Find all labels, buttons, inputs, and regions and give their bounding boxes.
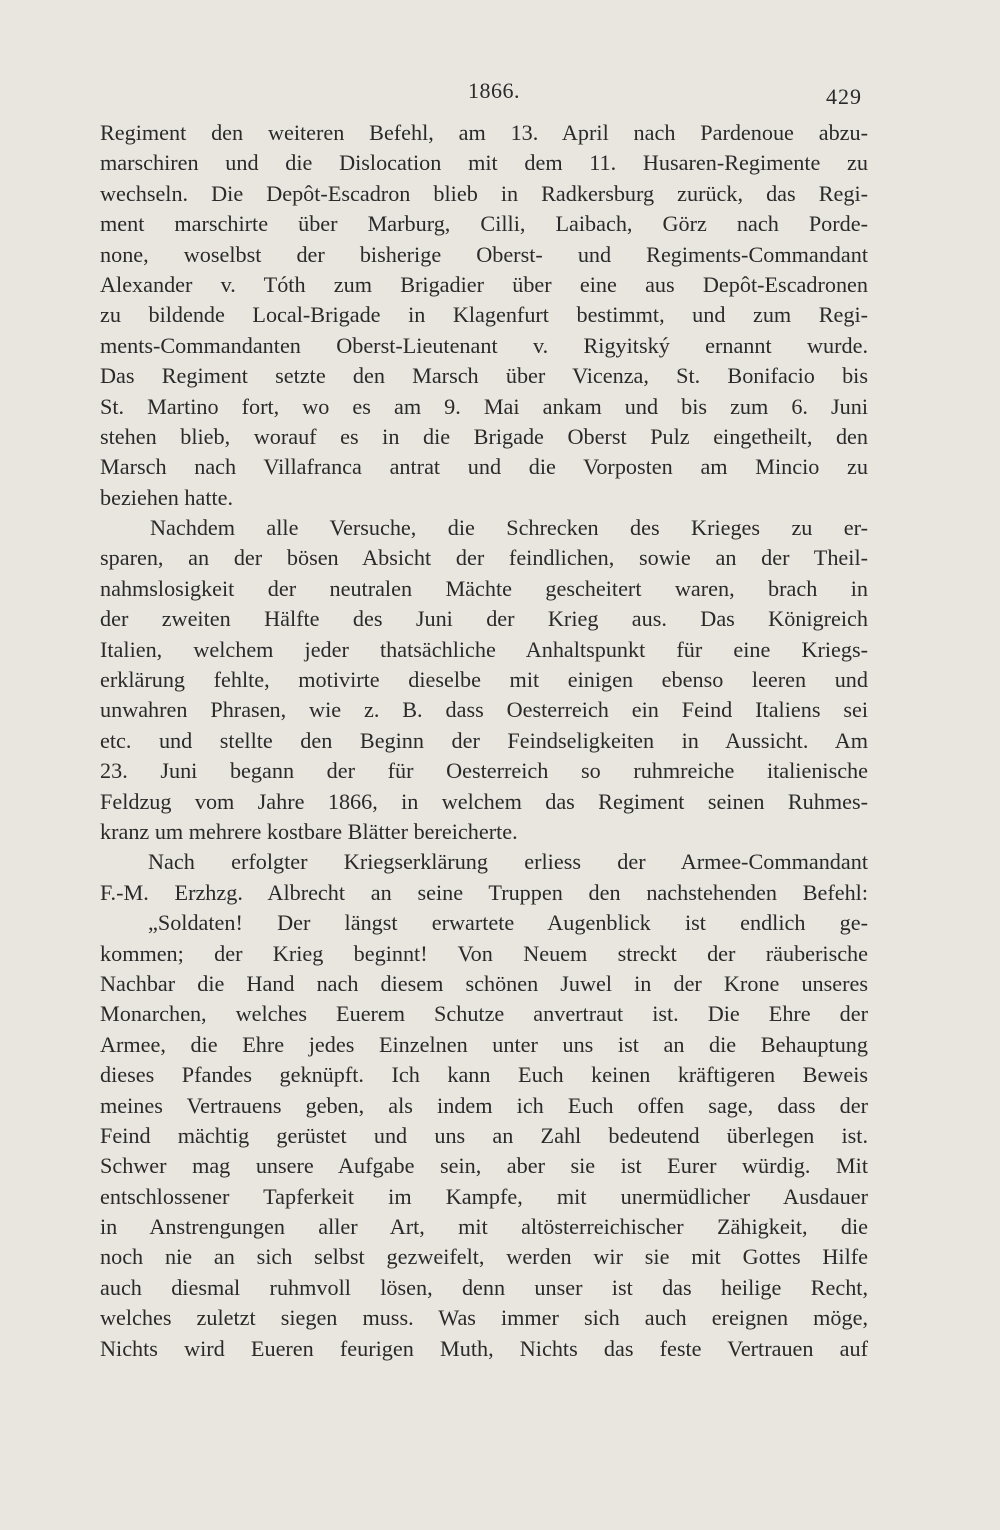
text-line: Armee, die Ehre jedes Einzelnen unter uns ist an die Behauptung	[100, 1031, 868, 1057]
text-line: stehen blieb, worauf es in die Brigade Oberst Pulz eingetheilt, den	[100, 423, 868, 449]
text-line: Nichts wird Eueren feurigen Muth, Nichts das feste Vertrauen auf	[100, 1335, 868, 1361]
text-line: Italien, welchem jeder thatsächliche Anhaltspunkt für eine Kriegs-	[100, 636, 868, 662]
text-line: Feldzug vom Jahre 1866, in welchem das Regiment seinen Ruhmes-	[100, 788, 868, 814]
text-line: auch diesmal ruhmvoll lösen, denn unser ist das heilige Recht,	[100, 1274, 868, 1300]
page-header	[0, 72, 1000, 112]
text-line: ments-Commandanten Oberst-Lieutenant v. Rigyitský ernannt wurde.	[100, 332, 868, 358]
text-line: der zweiten Hälfte des Juni der Krieg aus. Das Königreich	[100, 606, 868, 632]
text-line: Nachdem alle Versuche, die Schrecken des Krieges zu er-	[150, 515, 868, 541]
text-line: ment marschirte über Marburg, Cilli, Laibach, Görz nach Porde-	[100, 211, 868, 237]
text-line: Schwer mag unsere Aufgabe sein, aber sie ist Eurer würdig. Mit	[100, 1153, 868, 1179]
text-line: Regiment den weiteren Befehl, am 13. April nach Pardenoue abzu-	[100, 120, 868, 145]
text-line: in Anstrengungen aller Art, mit altösterreichischer Zähigkeit, die	[100, 1214, 868, 1240]
text-line: kranz um mehrere kostbare Blätter bereicherte.	[100, 818, 518, 844]
text-line: F.-M. Erzhzg. Albrecht an seine Truppen den nachstehenden Befehl:	[100, 879, 868, 905]
text-line: Nach erfolgter Kriegserklärung erliess der Armee-Commandant	[148, 849, 868, 875]
text-line: St. Martino fort, wo es am 9. Mai ankam und bis zum 6. Juni	[100, 393, 868, 419]
text-line: entschlossener Tapferkeit im Kampfe, mit unermüdlicher Ausdauer	[100, 1183, 868, 1209]
text-line: meines Vertrauens geben, als indem ich Euch offen sage, dass der	[100, 1092, 868, 1118]
text-line: noch nie an sich selbst gezweifelt, werden wir sie mit Gottes Hilfe	[100, 1244, 868, 1270]
text-line: 23. Juni begann der für Oesterreich so ruhmreiche italienische	[100, 758, 868, 784]
text-line: welches zuletzt siegen muss. Was immer sich auch ereignen möge,	[100, 1305, 868, 1331]
page-number: 429	[826, 84, 862, 109]
page-body	[100, 118, 868, 1364]
text-line: erklärung fehlte, motivirte dieselbe mit einigen ebenso leeren und	[100, 667, 868, 693]
text-line: unwahren Phrasen, wie z. B. dass Oesterreich ein Feind Italiens sei	[100, 697, 868, 723]
text-line: Feind mächtig gerüstet und uns an Zahl bedeutend überlegen ist.	[100, 1122, 868, 1148]
text-line: Monarchen, welches Euerem Schutze anvertraut ist. Die Ehre der	[100, 1001, 868, 1027]
text-line: Marsch nach Villafranca antrat und die Vorposten am Mincio zu	[100, 454, 868, 480]
text-line: etc. und stellte den Beginn der Feindseligkeiten in Aussicht. Am	[100, 727, 868, 753]
text-line: sparen, an der bösen Absicht der feindlichen, sowie an der Theil-	[100, 545, 868, 571]
text-line: zu bildende Local-Brigade in Klagenfurt bestimmt, und zum Regi-	[100, 302, 868, 328]
text-line: kommen; der Krieg beginnt! Von Neuem streckt der räuberische	[100, 940, 868, 966]
text-line: Alexander v. Tóth zum Brigadier über eine aus Depôt-Escadronen	[100, 271, 868, 297]
text-line: dieses Pfandes geknüpft. Ich kann Euch keinen kräftigeren Beweis	[100, 1062, 868, 1088]
text-line: wechseln. Die Depôt-Escadron blieb in Radkersburg zurück, das Regi-	[100, 180, 868, 206]
running-head: 1866.	[468, 78, 520, 103]
text-line: nahmslosigkeit der neutralen Mächte gescheitert waren, brach in	[100, 575, 868, 601]
text-line: beziehen hatte.	[100, 484, 234, 510]
text-line: „Soldaten! Der längst erwartete Augenblick ist endlich ge-	[148, 910, 868, 936]
text-line: Das Regiment setzte den Marsch über Vicenza, St. Bonifacio bis	[100, 363, 868, 389]
text-line: marschiren und die Dislocation mit dem 11. Husaren-Regimente zu	[100, 150, 868, 176]
text-line: Nachbar die Hand nach diesem schönen Juwel in der Krone unseres	[100, 970, 868, 996]
text-line: none, woselbst der bisherige Oberst- und Regiments-Commandant	[100, 241, 868, 267]
